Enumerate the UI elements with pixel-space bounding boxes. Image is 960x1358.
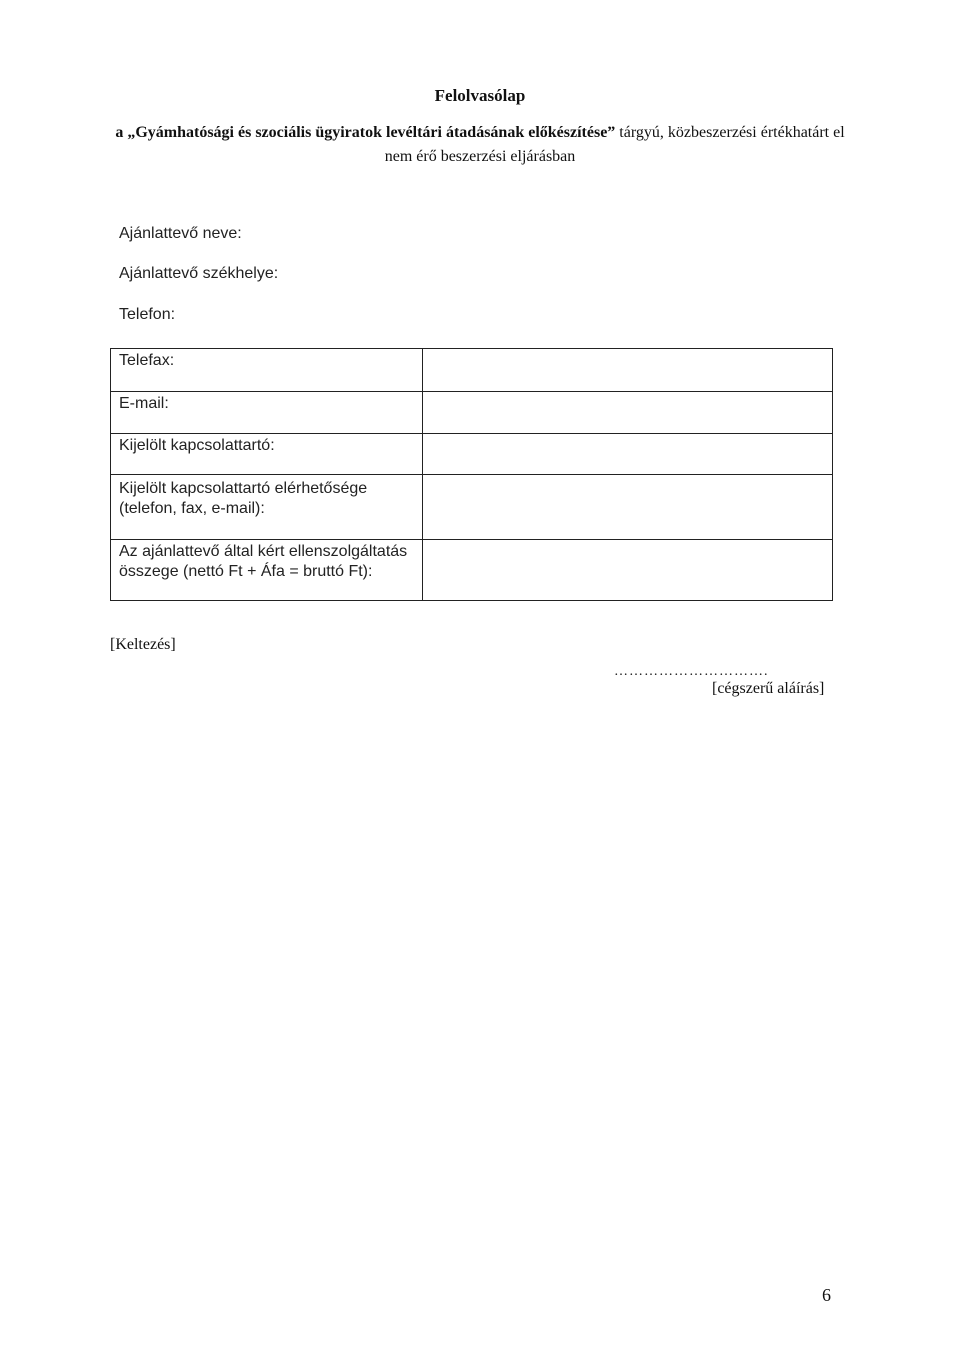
- table-row: [111, 475, 833, 540]
- page-title: Felolvasólap: [434, 86, 526, 105]
- contact-person-label: Kijelölt kapcsolattartó:: [111, 434, 423, 475]
- price-label-line1: Az ajánlattevő által kért ellenszolgáltatás: [119, 543, 408, 560]
- bidder-seat-label: Ajánlattevő székhelye:: [119, 265, 279, 282]
- contact-availability-line1: Kijelölt kapcsolattartó elérhetősége: [119, 480, 368, 497]
- signature-line: ………………………….: [614, 664, 769, 679]
- table-row: [111, 392, 833, 434]
- table-row: [111, 349, 833, 392]
- price-value: [423, 540, 833, 601]
- date-placeholder: [Keltezés]: [110, 636, 176, 653]
- signature-label: [cégszerű aláírás]: [712, 680, 825, 697]
- phone-label: Telefon:: [119, 306, 176, 323]
- contact-availability-label: [111, 475, 423, 540]
- page-number: 6: [822, 1285, 831, 1305]
- procurement-subject: [110, 121, 850, 169]
- subject-rest: tárgyú, közbeszerzési értékhatárt el nem érő beszerzési eljárásban: [384, 124, 845, 165]
- subject-bold: a „Gyámhatósági és szociális ügyiratok levéltári átadásának előkészítése”: [115, 124, 616, 141]
- price-label-line2: összege (nettó Ft + Áfa = bruttó Ft):: [119, 563, 373, 580]
- table-row: [111, 540, 833, 601]
- contact-table: [110, 348, 833, 601]
- contact-availability-value: [423, 475, 833, 540]
- fax-label: Telefax:: [111, 349, 423, 392]
- bidder-name-label: Ajánlattevő neve:: [119, 225, 242, 242]
- price-label: [111, 540, 423, 601]
- contact-person-value: [423, 434, 833, 475]
- fax-value: [423, 349, 833, 392]
- table-row: [111, 434, 833, 475]
- email-value: [423, 392, 833, 434]
- email-label: E-mail:: [111, 392, 423, 434]
- contact-availability-line2: (telefon, fax, e-mail):: [119, 500, 265, 517]
